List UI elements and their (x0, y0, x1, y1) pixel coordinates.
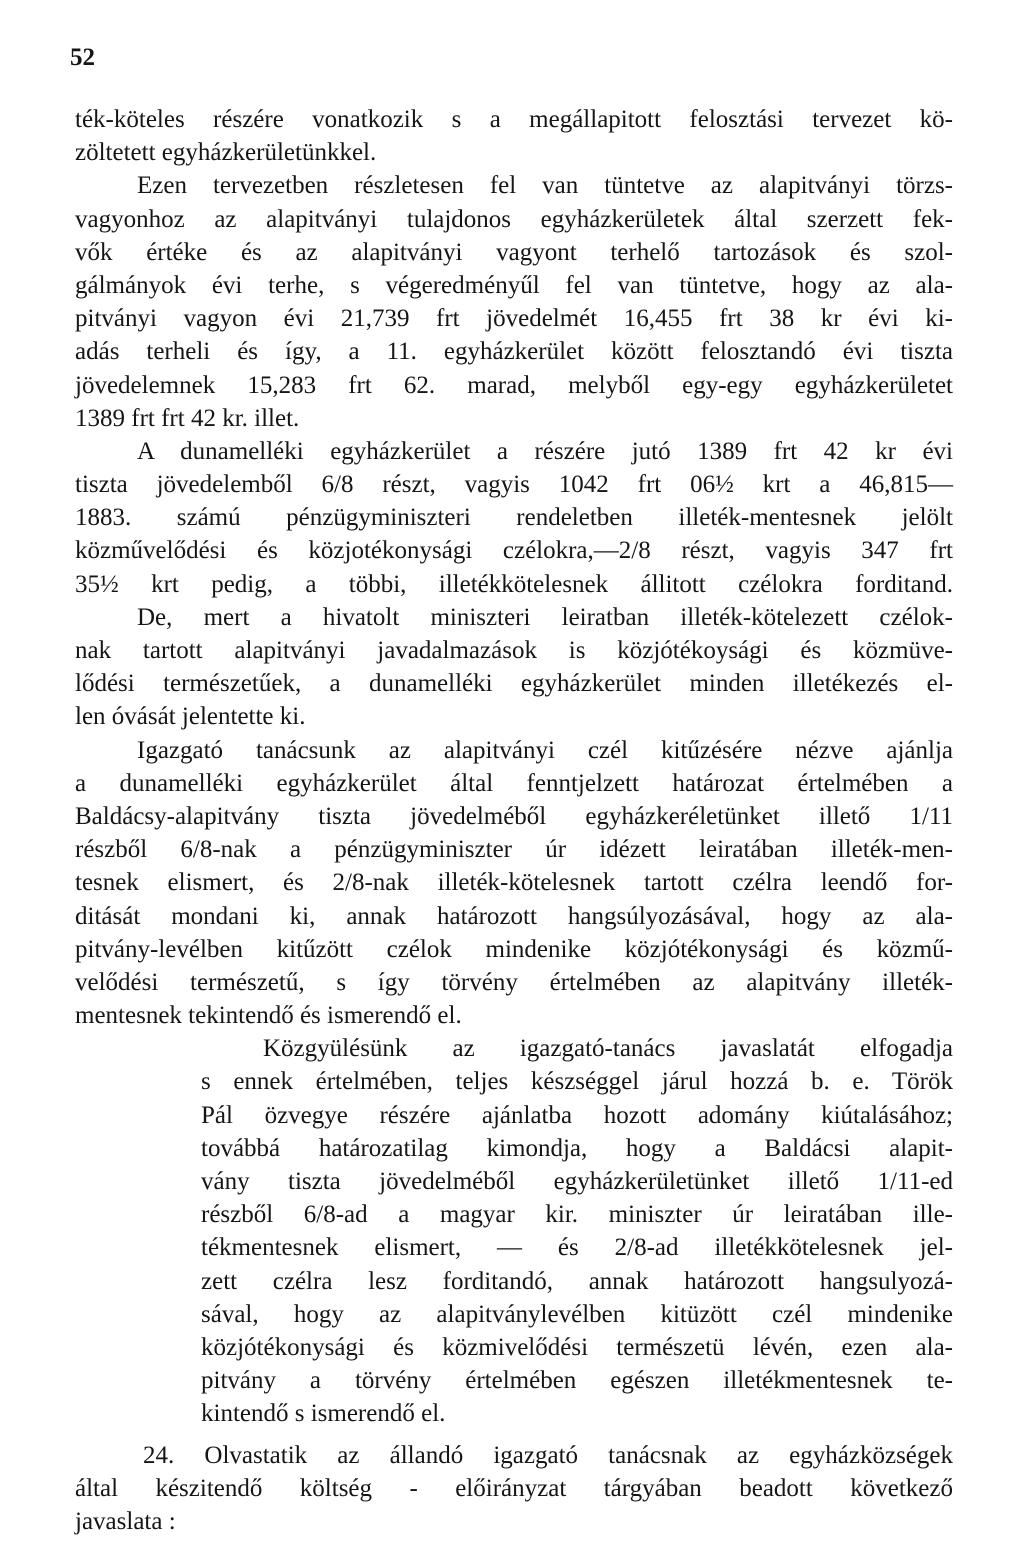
text-line: közművelődési és közjotékonysági czélokra,—2/8 részt, vagyis 347 frt (75, 537, 953, 565)
text-line: kintendő s ismerendő el. (201, 1400, 446, 1428)
text-line: Közgyülésünk az igazgató-tanács javaslatát elfogadja (263, 1035, 953, 1063)
text-line: Pál özvegye részére ajánlatba hozott adomány kiútalásához; (201, 1101, 953, 1129)
text-line: vány tiszta jövedelméből egyházkerületünket illető 1/11-ed (201, 1168, 953, 1195)
text-line: 35½ krt pedig, a többi, illetékkötelesnek állitott czélokra forditand. (75, 570, 953, 598)
text-line: részből 6/8-ad a magyar kir. miniszter úr leiratában ille- (201, 1201, 953, 1229)
text-line: zett czélra lesz forditandó, annak határozott hangsulyozá- (201, 1267, 953, 1295)
text-line: sával, hogy az alapitványlevélben kitüzött czél mindenike (201, 1300, 953, 1328)
text-line: velődési természetű, s így törvény értelmében az alapitvány illeték- (75, 968, 953, 996)
text-line: által készitendő költség - előirányzat tárgyában beadott következő (75, 1474, 953, 1502)
text-line: tesnek elismert, és 2/8-nak illeték-kötelesnek tartott czélra leendő for- (75, 869, 953, 897)
body-text (75, 103, 953, 1538)
text-line: javaslata : (75, 1507, 176, 1535)
text-line: Ezen tervezetben részletesen fel van tüntetve az alapitványi törzs- (137, 172, 953, 200)
page-number: 52 (70, 44, 95, 71)
text-line: 1389 frt frt 42 kr. illet. (75, 404, 300, 432)
text-line: 1883. számú pénzügyminiszteri rendeletben illeték-mentesnek jelölt (75, 504, 953, 532)
text-line: vők értéke és az alapitványi vagyont terhelő tartozások és szol- (75, 238, 953, 266)
text-line: a dunamelléki egyházkerület által fenntjelzett határozat értelmében a (75, 769, 953, 797)
text-line: Igazgató tanácsunk az alapitványi czél kitűzésére nézve ajánlja (137, 736, 953, 764)
text-line: 24. Olvastatik az állandó igazgató tanácsnak az egyházközségek (143, 1441, 953, 1469)
text-line: mentesnek tekintendő és ismerendő el. (75, 1002, 462, 1030)
text-line: tiszta jövedelemből 6/8 részt, vagyis 1042 frt 06½ krt a 46,815— (75, 471, 953, 499)
text-line: tékmentesnek elismert, — és 2/8-ad illetékkötelesnek jel- (201, 1234, 953, 1262)
paragraph-gap (75, 1431, 953, 1439)
text-line: De, mert a hivatolt miniszteri leiratban illeték-kötelezett czélok- (137, 603, 953, 631)
text-line: ditását mondani ki, annak határozott hangsúlyozásával, hogy az ala- (75, 902, 953, 930)
text-line: zöltetett egyházkerületünkkel. (75, 139, 377, 167)
text-line: Baldácsy-alapitvány tiszta jövedelméből egyházkeréletünket illető 1/11 (75, 802, 953, 830)
text-line: len óvását jelentette ki. (75, 703, 306, 731)
text-line: s ennek értelmében, teljes készséggel járul hozzá b. e. Török (201, 1068, 953, 1096)
text-line: részből 6/8-nak a pénzügyminiszter úr idézett leiratában illeték-men- (75, 836, 953, 864)
text-line: nak tartott alapitványi javadalmazások is közjótékoysági és közmüve- (75, 637, 953, 664)
text-line: pitvány a törvény értelmében egészen illetékmentesnek te- (201, 1367, 953, 1395)
text-line: lődési természetűek, a dunamelléki egyházkerület minden illetékezés el- (75, 670, 953, 698)
text-line: ték-köteles részére vonatkozik s a megállapitott felosztási tervezet kö- (75, 106, 953, 133)
text-line: közjótékonysági és közmivelődési természetü lévén, ezen ala- (201, 1333, 953, 1361)
text-line: gálmányok évi terhe, s végeredményűl fel van tüntetve, hogy az ala- (75, 271, 953, 299)
text-line: A dunamelléki egyházkerület a részére jutó 1389 frt 42 kr évi (137, 437, 953, 465)
text-line: vagyonhoz az alapitványi tulajdonos egyházkerületek által szerzett fek- (75, 205, 953, 233)
text-line: jövedelemnek 15,283 frt 62. marad, melyből egy-egy egyházkerületet (75, 371, 953, 399)
text-line: adás terheli és így, a 11. egyházkerület között felosztandó évi tiszta (75, 338, 953, 366)
text-line: pitvány-levélben kitűzött czélok mindenike közjótékonysági és közmű- (75, 935, 953, 963)
text-line: pitványi vagyon évi 21,739 frt jövedelmét 16,455 frt 38 kr évi ki- (75, 305, 953, 333)
text-line: továbbá határozatilag kimondja, hogy a Baldácsi alapit- (201, 1134, 953, 1162)
